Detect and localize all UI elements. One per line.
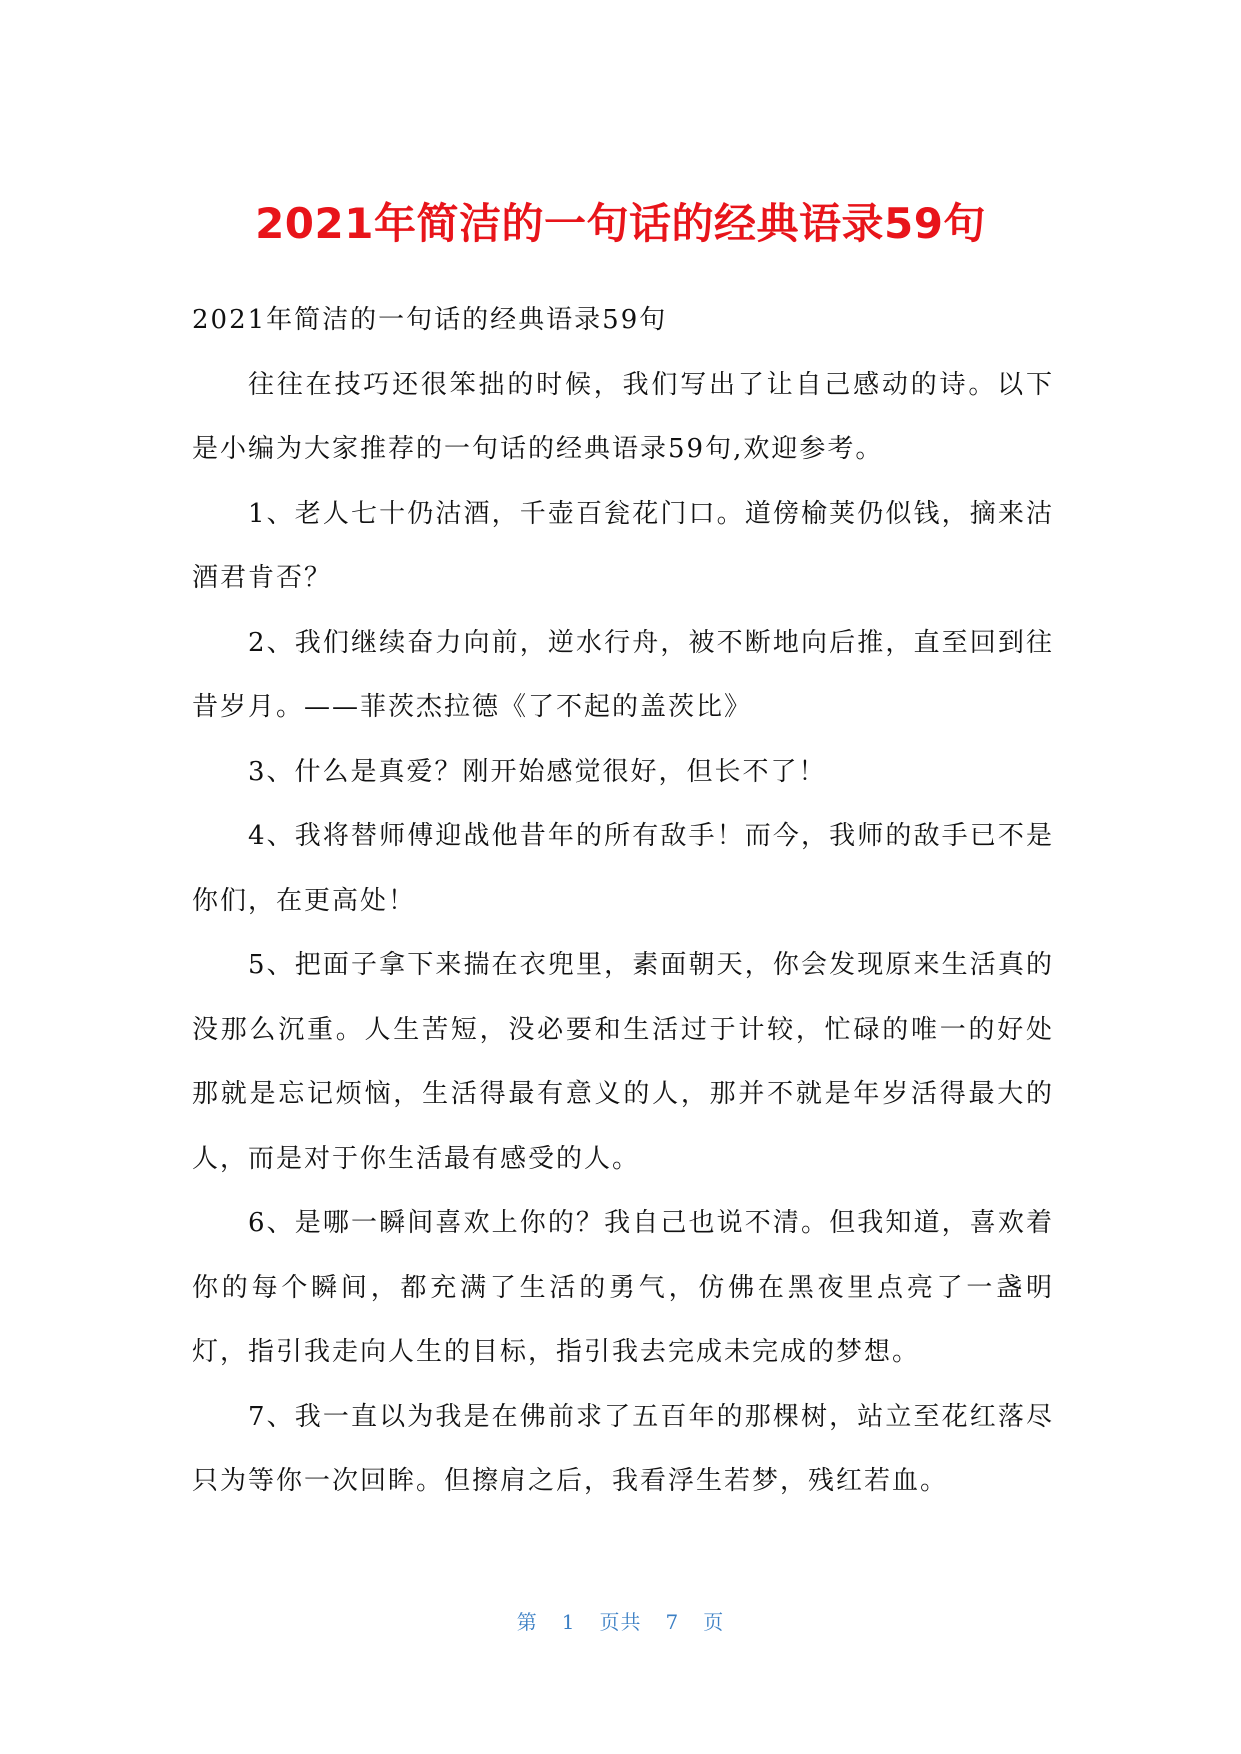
footer-total-pages: 7 xyxy=(665,1610,680,1634)
quote-paragraph-4: 4、我将替师傅迎战他昔年的所有敌手！而今，我师的敌手已不是你们，在更高处！ xyxy=(192,821,1054,916)
quote-paragraph-5: 5、把面子拿下来揣在衣兜里，素面朝天，你会发现原来生活真的没那么沉重。人生苦短，没必要和生活过于计较，忙碌的唯一的好处那就是忘记烦恼，生活得最有意义的人，那并不就是年岁活得最大的人，而是对于你生活最有感受的人。 xyxy=(192,950,1054,1174)
quote-paragraph-7: 7、我一直以为我是在佛前求了五百年的那棵树，站立至花红落尽只为等你一次回眸。但擦肩之后，我看浮生若梦，残红若血。 xyxy=(192,1401,1054,1496)
quote-paragraph-6: 6、是哪一瞬间喜欢上你的？我自己也说不清。但我知道，喜欢着你的每个瞬间，都充满了生活的勇气，仿佛在黑夜里点亮了一盏明灯，指引我走向人生的目标，指引我去完成未完成的梦想。 xyxy=(192,1208,1054,1367)
quote-paragraph-1: 1、老人七十仍沽酒，千壶百瓮花门口。道傍榆荚仍似钱，摘来沽酒君肯否？ xyxy=(192,498,1054,593)
document-body xyxy=(192,288,1054,1514)
document-title: 2021年简洁的一句话的经典语录59句 xyxy=(255,199,986,248)
footer-suffix: 页 xyxy=(703,1610,725,1634)
page-footer xyxy=(0,1608,1241,1636)
footer-prefix: 第 xyxy=(516,1610,538,1634)
quote-paragraph-2: 2、我们继续奋力向前，逆水行舟，被不断地向后推，直至回到往昔岁月。——菲茨杰拉德《了不起的盖茨比》 xyxy=(192,627,1054,722)
intro-paragraph: 往往在技巧还很笨拙的时候，我们写出了让自己感动的诗。以下是小编为大家推荐的一句话的经典语录59句,欢迎参考。 xyxy=(192,369,1054,464)
footer-middle: 页共 xyxy=(599,1610,642,1634)
quote-paragraph-3: 3、什么是真爱？刚开始感觉很好，但长不了！ xyxy=(248,756,827,787)
subtitle-paragraph: 2021年简洁的一句话的经典语录59句 xyxy=(192,305,668,335)
footer-page-number: 1 xyxy=(561,1610,576,1634)
